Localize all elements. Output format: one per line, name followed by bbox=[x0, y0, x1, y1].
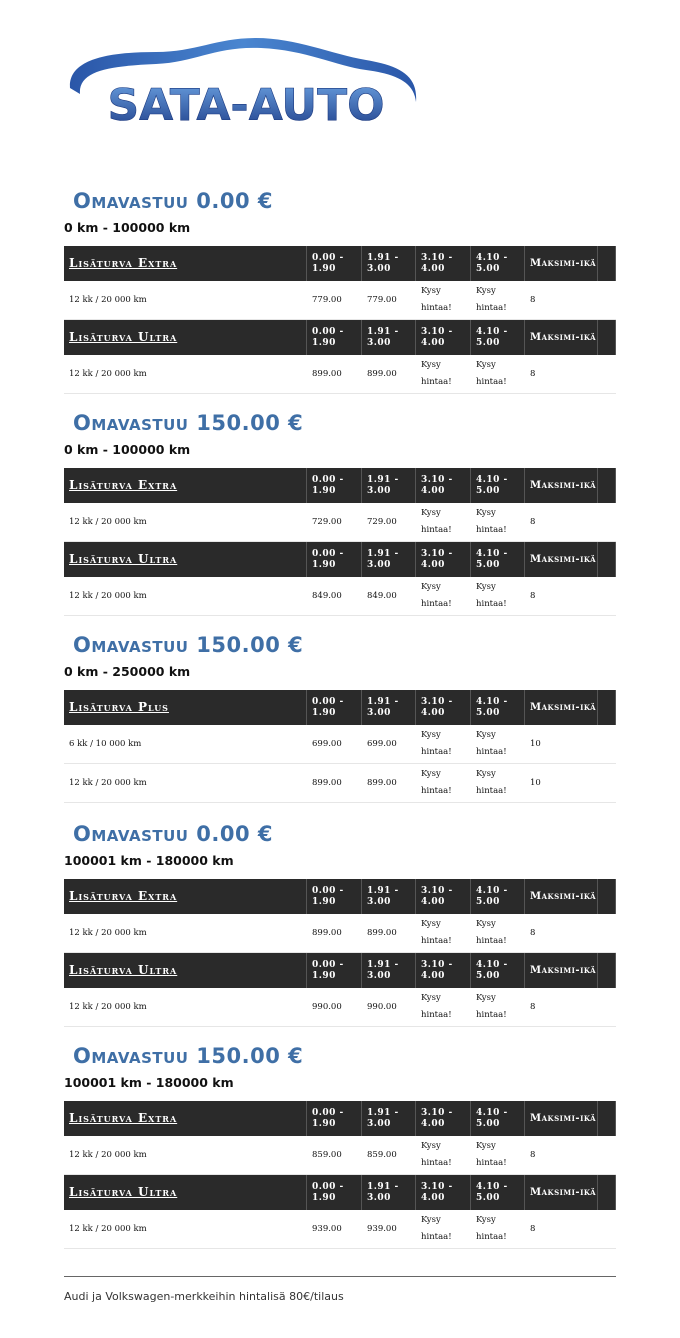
price-cell: 849.00 bbox=[367, 590, 397, 601]
column-header: 0.00 - 1.90 bbox=[307, 246, 362, 281]
table-header bbox=[64, 542, 616, 577]
section-range: 100001 km - 180000 km bbox=[64, 853, 234, 868]
max-age-cell: 8 bbox=[530, 1001, 536, 1012]
price-cell: 899.00 bbox=[312, 927, 342, 938]
max-age-cell: 10 bbox=[530, 738, 541, 749]
table-row bbox=[64, 355, 616, 394]
column-header: Maksimi-ikä bbox=[525, 1175, 598, 1210]
max-age-cell: 10 bbox=[530, 777, 541, 788]
column-header: 1.91 - 3.00 bbox=[362, 1101, 416, 1136]
row-spacer bbox=[598, 1136, 616, 1174]
section-range: 0 km - 250000 km bbox=[64, 664, 191, 679]
max-age-cell: 8 bbox=[530, 1223, 536, 1234]
price-section bbox=[64, 188, 616, 394]
header-spacer bbox=[598, 542, 616, 577]
table-header bbox=[64, 468, 616, 503]
column-header: 1.91 - 3.00 bbox=[362, 246, 416, 281]
price-section bbox=[64, 821, 616, 1027]
price-cell: Kysy hintaa! bbox=[421, 769, 452, 796]
price-section bbox=[64, 632, 616, 803]
column-header: Maksimi-ikä bbox=[525, 879, 598, 914]
period-cell: 12 kk / 20 000 km bbox=[69, 368, 147, 379]
column-header: 3.10 - 4.00 bbox=[416, 690, 471, 725]
max-age-cell: 8 bbox=[530, 368, 536, 379]
section-range: 100001 km - 180000 km bbox=[64, 1075, 234, 1090]
column-header: 0.00 - 1.90 bbox=[307, 879, 362, 914]
column-header: 1.91 - 3.00 bbox=[362, 879, 416, 914]
period-cell: 12 kk / 20 000 km bbox=[69, 294, 147, 305]
column-header: 3.10 - 4.00 bbox=[416, 1101, 471, 1136]
column-header: 3.10 - 4.00 bbox=[416, 320, 471, 355]
price-cell: Kysy hintaa! bbox=[476, 1215, 507, 1242]
period-cell: 12 kk / 20 000 km bbox=[69, 777, 147, 788]
column-header: Maksimi-ikä bbox=[525, 953, 598, 988]
column-header: 0.00 - 1.90 bbox=[307, 690, 362, 725]
price-cell: 729.00 bbox=[312, 516, 342, 527]
logo-text: SATA-AUTO bbox=[107, 80, 385, 130]
column-header: 4.10 - 5.00 bbox=[471, 1175, 525, 1210]
period-cell: 12 kk / 20 000 km bbox=[69, 927, 147, 938]
product-name[interactable]: Lisäturva Extra bbox=[64, 468, 307, 503]
period-cell: 12 kk / 20 000 km bbox=[69, 1001, 147, 1012]
price-table bbox=[64, 1101, 616, 1249]
price-cell: 899.00 bbox=[312, 368, 342, 379]
price-cell: Kysy hintaa! bbox=[476, 769, 507, 796]
header-spacer bbox=[598, 690, 616, 725]
column-header: 0.00 - 1.90 bbox=[307, 320, 362, 355]
product-name[interactable]: Lisäturva Extra bbox=[64, 246, 307, 281]
price-cell: Kysy hintaa! bbox=[476, 993, 507, 1020]
column-header: 0.00 - 1.90 bbox=[307, 1101, 362, 1136]
price-cell: 859.00 bbox=[312, 1149, 342, 1160]
price-cell: 779.00 bbox=[312, 294, 342, 305]
row-spacer bbox=[598, 577, 616, 615]
section-title: Omavastuu 150.00 € bbox=[73, 633, 304, 657]
max-age-cell: 8 bbox=[530, 516, 536, 527]
section-range: 0 km - 100000 km bbox=[64, 220, 191, 235]
price-cell: 990.00 bbox=[367, 1001, 397, 1012]
price-cell: Kysy hintaa! bbox=[421, 730, 452, 757]
table-header bbox=[64, 690, 616, 725]
price-cell: Kysy hintaa! bbox=[476, 360, 507, 387]
table-row bbox=[64, 1136, 616, 1175]
row-spacer bbox=[598, 988, 616, 1026]
table-row bbox=[64, 281, 616, 320]
period-cell: 12 kk / 20 000 km bbox=[69, 516, 147, 527]
section-title: Omavastuu 0.00 € bbox=[73, 189, 274, 213]
header-spacer bbox=[598, 468, 616, 503]
price-cell: Kysy hintaa! bbox=[476, 730, 507, 757]
column-header: 1.91 - 3.00 bbox=[362, 320, 416, 355]
column-header: Maksimi-ikä bbox=[525, 1101, 598, 1136]
column-header: 3.10 - 4.00 bbox=[416, 1175, 471, 1210]
row-spacer bbox=[598, 725, 616, 763]
price-cell: 699.00 bbox=[312, 738, 342, 749]
header-spacer bbox=[598, 1175, 616, 1210]
price-cell: 939.00 bbox=[312, 1223, 342, 1234]
column-header: 4.10 - 5.00 bbox=[471, 468, 525, 503]
header-spacer bbox=[598, 953, 616, 988]
price-section bbox=[64, 410, 616, 616]
section-title: Omavastuu 0.00 € bbox=[73, 822, 274, 846]
column-header: 3.10 - 4.00 bbox=[416, 953, 471, 988]
section-title: Omavastuu 150.00 € bbox=[73, 411, 304, 435]
price-cell: Kysy hintaa! bbox=[476, 582, 507, 609]
column-header: 0.00 - 1.90 bbox=[307, 468, 362, 503]
column-header: 4.10 - 5.00 bbox=[471, 953, 525, 988]
column-header: 4.10 - 5.00 bbox=[471, 1101, 525, 1136]
price-cell: Kysy hintaa! bbox=[421, 919, 452, 946]
price-table bbox=[64, 690, 616, 803]
column-header: 1.91 - 3.00 bbox=[362, 1175, 416, 1210]
table-row bbox=[64, 725, 616, 764]
header-spacer bbox=[598, 1101, 616, 1136]
column-header: 1.91 - 3.00 bbox=[362, 542, 416, 577]
column-header: 4.10 - 5.00 bbox=[471, 320, 525, 355]
price-cell: Kysy hintaa! bbox=[421, 993, 452, 1020]
product-name[interactable]: Lisäturva Extra bbox=[64, 879, 307, 914]
column-header: 3.10 - 4.00 bbox=[416, 542, 471, 577]
table-row bbox=[64, 577, 616, 616]
price-cell: 899.00 bbox=[367, 777, 397, 788]
section-title: Omavastuu 150.00 € bbox=[73, 1044, 304, 1068]
footer-note: Audi ja Volkswagen-merkkeihin hintalisä 80€/tilaus bbox=[64, 1290, 344, 1303]
price-cell: Kysy hintaa! bbox=[421, 286, 452, 313]
column-header: 0.00 - 1.90 bbox=[307, 542, 362, 577]
column-header: 0.00 - 1.90 bbox=[307, 953, 362, 988]
max-age-cell: 8 bbox=[530, 1149, 536, 1160]
price-table bbox=[64, 468, 616, 616]
column-header: Maksimi-ikä bbox=[525, 468, 598, 503]
column-header: Maksimi-ikä bbox=[525, 246, 598, 281]
price-cell: Kysy hintaa! bbox=[421, 508, 452, 535]
column-header: Maksimi-ikä bbox=[525, 320, 598, 355]
table-header bbox=[64, 246, 616, 281]
table-row bbox=[64, 988, 616, 1027]
table-header bbox=[64, 320, 616, 355]
price-cell: 859.00 bbox=[367, 1149, 397, 1160]
table-header bbox=[64, 953, 616, 988]
row-spacer bbox=[598, 503, 616, 541]
header-spacer bbox=[598, 246, 616, 281]
column-header: 3.10 - 4.00 bbox=[416, 879, 471, 914]
product-name[interactable]: Lisäturva Plus bbox=[64, 690, 307, 725]
footer bbox=[64, 1276, 616, 1303]
price-cell: Kysy hintaa! bbox=[476, 1141, 507, 1168]
column-header: Maksimi-ikä bbox=[525, 690, 598, 725]
price-cell: Kysy hintaa! bbox=[476, 508, 507, 535]
column-header: 0.00 - 1.90 bbox=[307, 1175, 362, 1210]
product-name[interactable]: Lisäturva Ultra bbox=[64, 542, 307, 577]
price-cell: 899.00 bbox=[312, 777, 342, 788]
price-cell: 729.00 bbox=[367, 516, 397, 527]
column-header: 1.91 - 3.00 bbox=[362, 690, 416, 725]
header-spacer bbox=[598, 879, 616, 914]
product-name[interactable]: Lisäturva Ultra bbox=[64, 320, 307, 355]
price-table bbox=[64, 246, 616, 394]
table-row bbox=[64, 1210, 616, 1249]
table-row bbox=[64, 764, 616, 803]
column-header: 4.10 - 5.00 bbox=[471, 690, 525, 725]
max-age-cell: 8 bbox=[530, 590, 536, 601]
column-header: Maksimi-ikä bbox=[525, 542, 598, 577]
table-header bbox=[64, 879, 616, 914]
price-table bbox=[64, 879, 616, 1027]
price-cell: 939.00 bbox=[367, 1223, 397, 1234]
price-cell: Kysy hintaa! bbox=[421, 1141, 452, 1168]
price-cell: Kysy hintaa! bbox=[476, 286, 507, 313]
column-header: 1.91 - 3.00 bbox=[362, 953, 416, 988]
price-cell: 990.00 bbox=[312, 1001, 342, 1012]
period-cell: 6 kk / 10 000 km bbox=[69, 738, 142, 749]
section-range: 0 km - 100000 km bbox=[64, 442, 191, 457]
price-cell: Kysy hintaa! bbox=[421, 582, 452, 609]
column-header: 4.10 - 5.00 bbox=[471, 246, 525, 281]
table-header bbox=[64, 1175, 616, 1210]
product-name[interactable]: Lisäturva Ultra bbox=[64, 1175, 307, 1210]
product-name[interactable]: Lisäturva Ultra bbox=[64, 953, 307, 988]
sata-auto-logo bbox=[66, 30, 426, 130]
price-cell: Kysy hintaa! bbox=[421, 360, 452, 387]
max-age-cell: 8 bbox=[530, 294, 536, 305]
header-spacer bbox=[598, 320, 616, 355]
period-cell: 12 kk / 20 000 km bbox=[69, 1223, 147, 1234]
price-cell: 899.00 bbox=[367, 368, 397, 379]
price-cell: 849.00 bbox=[312, 590, 342, 601]
column-header: 3.10 - 4.00 bbox=[416, 468, 471, 503]
column-header: 4.10 - 5.00 bbox=[471, 542, 525, 577]
max-age-cell: 8 bbox=[530, 927, 536, 938]
table-row bbox=[64, 503, 616, 542]
price-cell: 699.00 bbox=[367, 738, 397, 749]
row-spacer bbox=[598, 914, 616, 952]
period-cell: 12 kk / 20 000 km bbox=[69, 590, 147, 601]
table-row bbox=[64, 914, 616, 953]
price-section bbox=[64, 1043, 616, 1249]
row-spacer bbox=[598, 355, 616, 393]
period-cell: 12 kk / 20 000 km bbox=[69, 1149, 147, 1160]
price-cell: Kysy hintaa! bbox=[421, 1215, 452, 1242]
price-cell: 779.00 bbox=[367, 294, 397, 305]
column-header: 3.10 - 4.00 bbox=[416, 246, 471, 281]
column-header: 4.10 - 5.00 bbox=[471, 879, 525, 914]
price-cell: 899.00 bbox=[367, 927, 397, 938]
row-spacer bbox=[598, 1210, 616, 1248]
row-spacer bbox=[598, 281, 616, 319]
column-header: 1.91 - 3.00 bbox=[362, 468, 416, 503]
price-cell: Kysy hintaa! bbox=[476, 919, 507, 946]
table-header bbox=[64, 1101, 616, 1136]
product-name[interactable]: Lisäturva Extra bbox=[64, 1101, 307, 1136]
row-spacer bbox=[598, 764, 616, 802]
